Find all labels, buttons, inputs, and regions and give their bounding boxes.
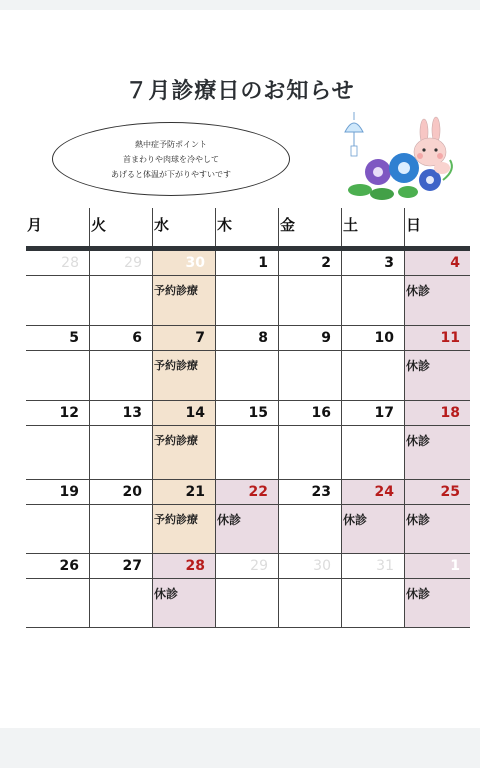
note-cell [89,276,152,325]
tips-heading: 熱中症予防ポイント [135,139,207,149]
note-cell [341,276,404,325]
date-cell: 24 [341,480,404,504]
weekday-sat: 土 [341,208,404,246]
note-cell [278,351,341,400]
note-cell [341,579,404,627]
note-cell [26,579,89,627]
date-cell: 29 [89,251,152,275]
date-cell: 23 [278,480,341,504]
note-cell-closed: 休診 [404,351,470,400]
note-cell-closed: 休診 [404,579,470,627]
date-cell: 6 [89,326,152,350]
weekday-tue: 火 [89,208,152,246]
summer-illustration [338,110,466,202]
date-cell: 5 [69,330,79,346]
date-cell: 2 [278,251,341,275]
week-row [26,401,470,480]
note-cell [278,276,341,325]
note-cell [89,505,152,553]
note-cell [341,426,404,479]
note-cell-reserved: 予約診療 [152,426,215,479]
note-cell-reserved: 予約診療 [152,351,215,400]
week-row [26,326,470,401]
rabbit-icon [414,117,450,174]
tips-line-2: あげると体温が下がりやすいです [111,169,231,179]
note-cell-closed: 休診 [404,426,470,479]
note-cell-closed: 休診 [152,579,215,627]
note-cell [215,351,278,400]
date-cell: 13 [89,401,152,425]
note-cell [26,426,89,479]
date-cell: 16 [278,401,341,425]
calendar [26,208,470,628]
tips-line-1: 首まわりや肉球を冷やして [123,154,219,164]
note-cell-closed: 休診 [404,505,470,553]
note-cell-closed: 休診 [341,505,404,553]
weekday-thu: 木 [215,208,278,246]
weekday-fri: 金 [278,208,341,246]
note-cell [278,505,341,553]
date-cell: 21 [152,480,215,504]
week-row [26,554,470,628]
weekday-header [26,208,470,246]
date-cell: 29 [215,554,278,578]
note-cell-closed: 休診 [215,505,278,553]
weekday-sun: 日 [404,208,470,246]
date-cell: 31 [341,554,404,578]
date-cell: 30 [152,251,215,275]
page-title: ７月診療日のお知らせ [125,79,355,104]
date-cell: 22 [215,480,278,504]
note-cell [89,579,152,627]
date-cell: 12 [59,405,79,421]
date-cell: 25 [404,480,470,504]
notice-page [0,10,480,728]
date-cell: 27 [89,554,152,578]
week-row [26,251,470,326]
note-cell [26,505,89,553]
date-cell: 28 [152,554,215,578]
heatstroke-tips-ellipse [52,122,290,196]
date-cell: 8 [215,326,278,350]
date-cell: 15 [215,401,278,425]
date-cell: 11 [404,326,470,350]
note-cell [89,426,152,479]
note-cell [26,276,89,325]
note-cell [215,426,278,479]
note-cell-reserved: 予約診療 [152,505,215,553]
note-cell [89,351,152,400]
date-cell: 30 [278,554,341,578]
date-cell: 3 [341,251,404,275]
date-cell: 1 [404,554,470,578]
note-cell [215,276,278,325]
note-cell [215,579,278,627]
weekday-mon: 月 [27,216,43,234]
date-cell: 7 [152,326,215,350]
date-cell: 14 [152,401,215,425]
note-cell [341,351,404,400]
date-cell: 26 [59,558,79,574]
note-cell [26,351,89,400]
date-cell: 10 [341,326,404,350]
date-cell: 17 [341,401,404,425]
weekday-wed: 水 [152,208,215,246]
date-cell: 20 [89,480,152,504]
date-cell: 4 [404,251,470,275]
date-cell: 28 [61,255,79,271]
week-row [26,480,470,554]
date-cell: 18 [404,401,470,425]
note-cell [278,579,341,627]
note-cell-closed: 休診 [404,276,470,325]
date-cell: 9 [278,326,341,350]
date-cell: 19 [59,484,79,500]
note-cell-reserved: 予約診療 [152,276,215,325]
date-cell: 1 [215,251,278,275]
note-cell [278,426,341,479]
wind-chime-icon [345,112,363,156]
